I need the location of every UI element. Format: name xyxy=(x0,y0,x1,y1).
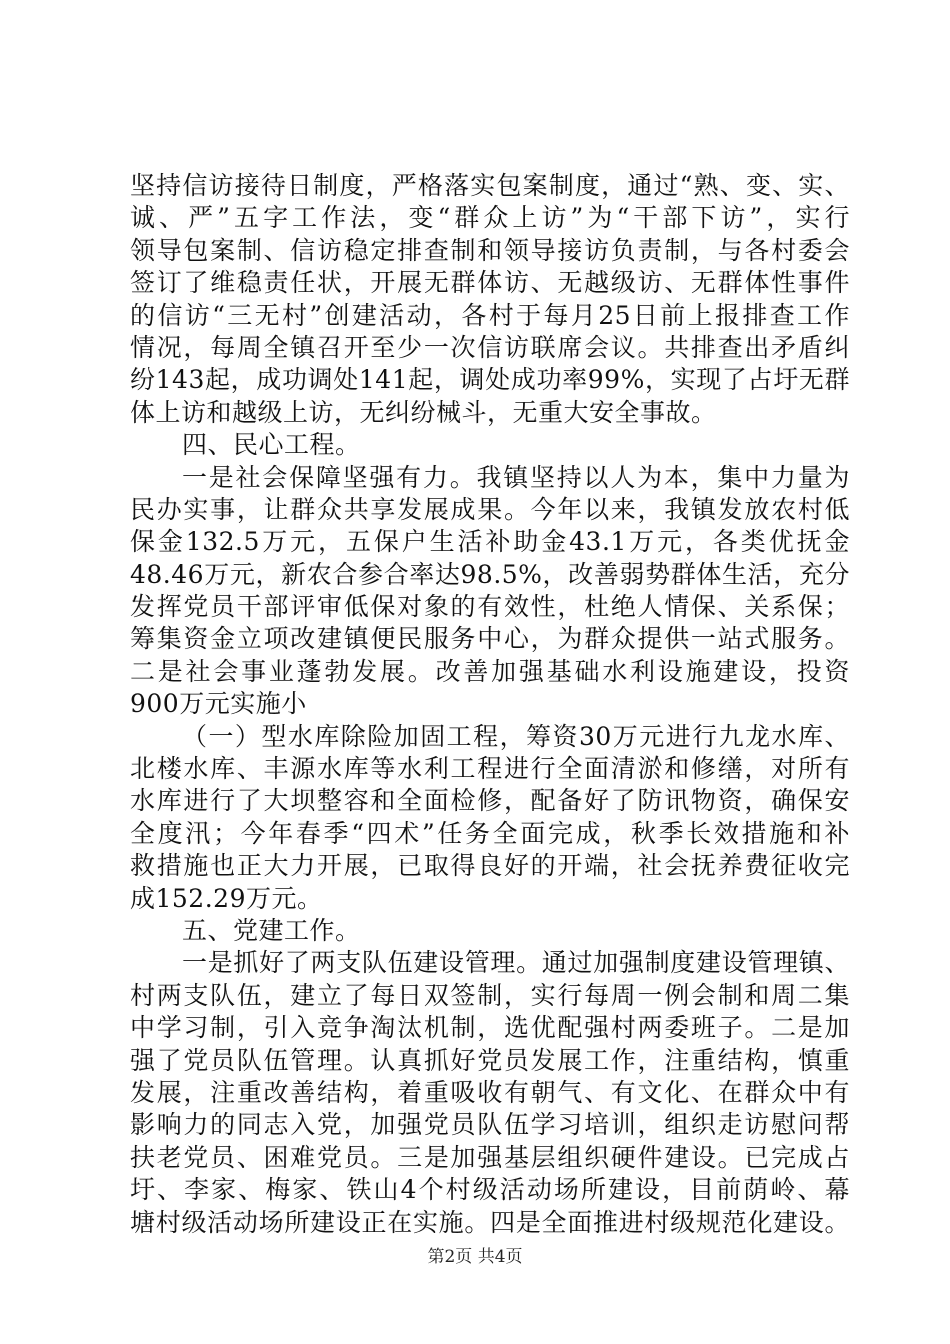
text-line: 村两支队伍，建立了每日双签制，实行每周一例会制和周二集 xyxy=(130,980,850,1010)
text-line: 圩、李家、梅家、铁山4个村级活动场所建设，目前荫岭、幕 xyxy=(130,1175,850,1205)
text-line: 民办实事，让群众共享发展成果。今年以来，我镇发放农村低 xyxy=(130,494,850,524)
text-line: 诚、严”五字工作法，变“群众上访”为“干部下访”，实行 xyxy=(130,203,850,233)
body-text xyxy=(130,170,850,1239)
text-line: 的信访“三无村”创建活动，各村于每月25日前上报排查工作 xyxy=(130,300,850,330)
text-line: 领导包案制、信访稳定排查制和领导接访负责制，与各村委会 xyxy=(130,235,850,265)
text-line: 扶老党员、困难党员。三是加强基层组织硬件建设。已完成占 xyxy=(130,1142,850,1172)
text-line: 一是抓好了两支队伍建设管理。通过加强制度建设管理镇、 xyxy=(182,948,850,978)
text-line: 中学习制，引入竞争淘汰机制，选优配强村两委班子。二是加 xyxy=(130,1013,850,1043)
text-line: 强了党员队伍管理。认真抓好党员发展工作，注重结构，慎重 xyxy=(130,1045,850,1075)
text-line: 二是社会事业蓬勃发展。改善加强基础水利设施建设，投资 xyxy=(130,656,850,686)
section-heading: 四、民心工程。 xyxy=(182,430,361,460)
text-line: 全度汛；今年春季“四术”任务全面完成，秋季长效措施和补 xyxy=(130,818,850,848)
text-line: 坚持信访接待日制度，严格落实包案制度，通过“熟、变、实、 xyxy=(130,171,850,200)
text-line: 成152.29万元。 xyxy=(130,883,323,913)
text-line: 情况，每周全镇召开至少一次信访联席会议。共排查出矛盾纠 xyxy=(130,332,850,362)
text-line: 一是社会保障坚强有力。我镇坚持以人为本，集中力量为 xyxy=(182,462,850,492)
text-line: （一）型水库除险加固工程，筹资30万元进行九龙水库、 xyxy=(182,721,850,751)
text-line: 塘村级活动场所建设正在实施。四是全面推进村级规范化建设。 xyxy=(130,1207,850,1237)
text-line: 发展，注重改善结构，着重吸收有朝气、有文化、在群众中有 xyxy=(130,1077,850,1107)
text-line: 影响力的同志入党，加强党员队伍学习培训，组织走访慰问帮 xyxy=(130,1110,850,1140)
text-line: 签订了维稳责任状，开展无群体访、无越级访、无群体性事件 xyxy=(130,268,850,298)
text-line: 纷143起，成功调处141起，调处成功率99%，实现了占圩无群 xyxy=(130,365,850,395)
page-number-footer: 第2页 共4页 xyxy=(427,1247,523,1267)
text-line: 保金132.5万元，五保户生活补助金43.1万元，各类优抚金 xyxy=(130,527,850,557)
text-line: 900万元实施小 xyxy=(130,689,307,719)
section-heading: 五、党建工作。 xyxy=(182,915,361,945)
text-line: 发挥党员干部评审低保对象的有效性，杜绝人情保、关系保； xyxy=(130,592,850,622)
text-line: 48.46万元，新农合参合率达98.5%，改善弱势群体生活，充分 xyxy=(130,559,850,589)
text-line: 体上访和越级上访，无纠纷械斗，无重大安全事故。 xyxy=(130,397,717,427)
text-line: 筹集资金立项改建镇便民服务中心，为群众提供一站式服务。 xyxy=(130,624,850,654)
text-line: 水库进行了大坝整容和全面检修，配备好了防讯物资，确保安 xyxy=(130,786,850,816)
text-line: 北楼水库、丰源水库等水利工程进行全面清淤和修缮，对所有 xyxy=(130,754,850,784)
text-line: 救措施也正大力开展，已取得良好的开端，社会抚养费征收完 xyxy=(130,851,850,881)
